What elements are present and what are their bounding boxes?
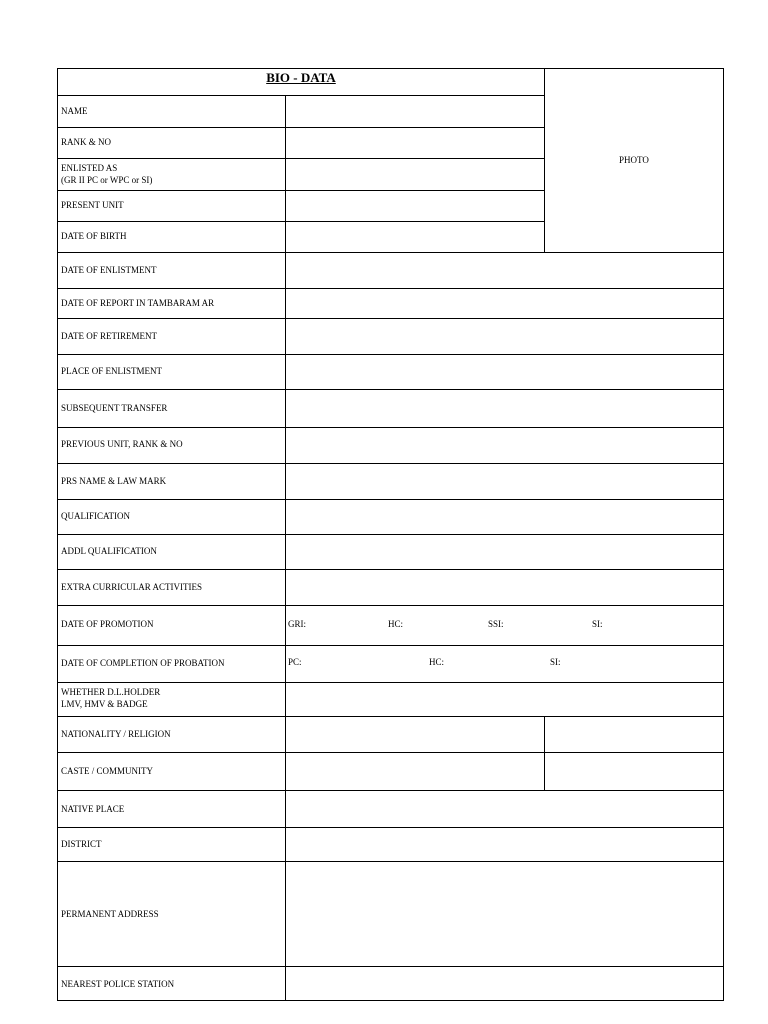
extra-curricular-field[interactable] xyxy=(286,570,722,604)
label-extra-curricular: EXTRA CURRICULAR ACTIVITIES xyxy=(61,582,203,592)
date-of-enlistment-field[interactable] xyxy=(286,253,722,287)
label-caste-community: CASTE / COMMUNITY xyxy=(61,766,154,776)
label-native-place: NATIVE PLACE xyxy=(61,804,125,814)
previous-unit-field[interactable] xyxy=(286,428,722,462)
date-of-retirement-field[interactable] xyxy=(286,319,722,353)
label-qualification: QUALIFICATION xyxy=(61,511,130,521)
probation-pc-label: PC: xyxy=(288,657,302,667)
label-date-of-probation: DATE OF COMPLETION OF PROBATION xyxy=(61,658,225,668)
label-date-of-report: DATE OF REPORT IN TAMBARAM AR xyxy=(61,298,215,308)
label-nationality-religion: NATIONALITY / RELIGION xyxy=(61,729,171,739)
label-addl-qualification: ADDL QUALIFICATION xyxy=(61,546,157,556)
label-nearest-police-station: NEAREST POLICE STATION xyxy=(61,979,175,989)
label-dl-holder: WHETHER D.L.HOLDER xyxy=(61,687,161,697)
permanent-address-field[interactable] xyxy=(286,862,722,965)
label-subsequent-transfer: SUBSEQUENT TRANSFER xyxy=(61,403,168,413)
label-date-of-enlistment: DATE OF ENLISTMENT xyxy=(61,265,157,275)
label-previous-unit: PREVIOUS UNIT, RANK & NO xyxy=(61,439,183,449)
label-prs-name: PRS NAME & LAW MARK xyxy=(61,476,167,486)
label-enlisted-as: ENLISTED AS xyxy=(61,163,118,173)
probation-si-label: SI: xyxy=(550,657,561,667)
dl-holder-field[interactable] xyxy=(286,683,722,715)
label-present-unit: PRESENT UNIT xyxy=(61,200,124,210)
native-place-field[interactable] xyxy=(286,791,722,826)
nearest-police-station-field[interactable] xyxy=(286,967,722,999)
name-field[interactable] xyxy=(286,96,543,126)
date-of-birth-field[interactable] xyxy=(286,222,543,251)
label-district: DISTRICT xyxy=(61,839,102,849)
probation-hc-label: HC: xyxy=(429,657,445,667)
enlisted-as-field[interactable] xyxy=(286,159,543,189)
promotion-ssi-label: SSI: xyxy=(488,619,504,629)
label-place-of-enlistment: PLACE OF ENLISTMENT xyxy=(61,366,162,376)
label-permanent-address: PERMANENT ADDRESS xyxy=(61,909,159,919)
district-field[interactable] xyxy=(286,828,722,860)
label-date-of-promotion: DATE OF PROMOTION xyxy=(61,619,154,629)
label-date-of-retirement: DATE OF RETIREMENT xyxy=(61,331,157,341)
date-of-report-field[interactable] xyxy=(286,289,722,317)
religion-field[interactable] xyxy=(545,717,722,751)
place-of-enlistment-field[interactable] xyxy=(286,355,722,388)
community-field[interactable] xyxy=(545,753,722,789)
form-title: BIO - DATA xyxy=(266,70,336,85)
addl-qualification-field[interactable] xyxy=(286,535,722,568)
nationality-field[interactable] xyxy=(286,717,543,751)
promotion-hc-label: HC: xyxy=(388,619,404,629)
bio-data-form xyxy=(57,68,724,1001)
promotion-si-label: SI: xyxy=(592,619,603,629)
label-dl-holder-types: LMV, HMV & BADGE xyxy=(61,699,148,709)
label-enlisted-as-options: (GR II PC or WPC or SI) xyxy=(61,175,153,185)
present-unit-field[interactable] xyxy=(286,191,543,220)
photo-box[interactable] xyxy=(545,70,722,251)
subsequent-transfer-field[interactable] xyxy=(286,390,722,426)
promotion-gri-label: GRI: xyxy=(288,619,306,629)
label-name: NAME xyxy=(61,106,88,116)
prs-name-field[interactable] xyxy=(286,464,722,498)
photo-label: PHOTO xyxy=(619,155,649,165)
rank-no-field[interactable] xyxy=(286,128,543,157)
qualification-field[interactable] xyxy=(286,500,722,533)
label-rank-no: RANK & NO xyxy=(61,137,112,147)
caste-field[interactable] xyxy=(286,753,543,789)
label-date-of-birth: DATE OF BIRTH xyxy=(61,231,127,241)
